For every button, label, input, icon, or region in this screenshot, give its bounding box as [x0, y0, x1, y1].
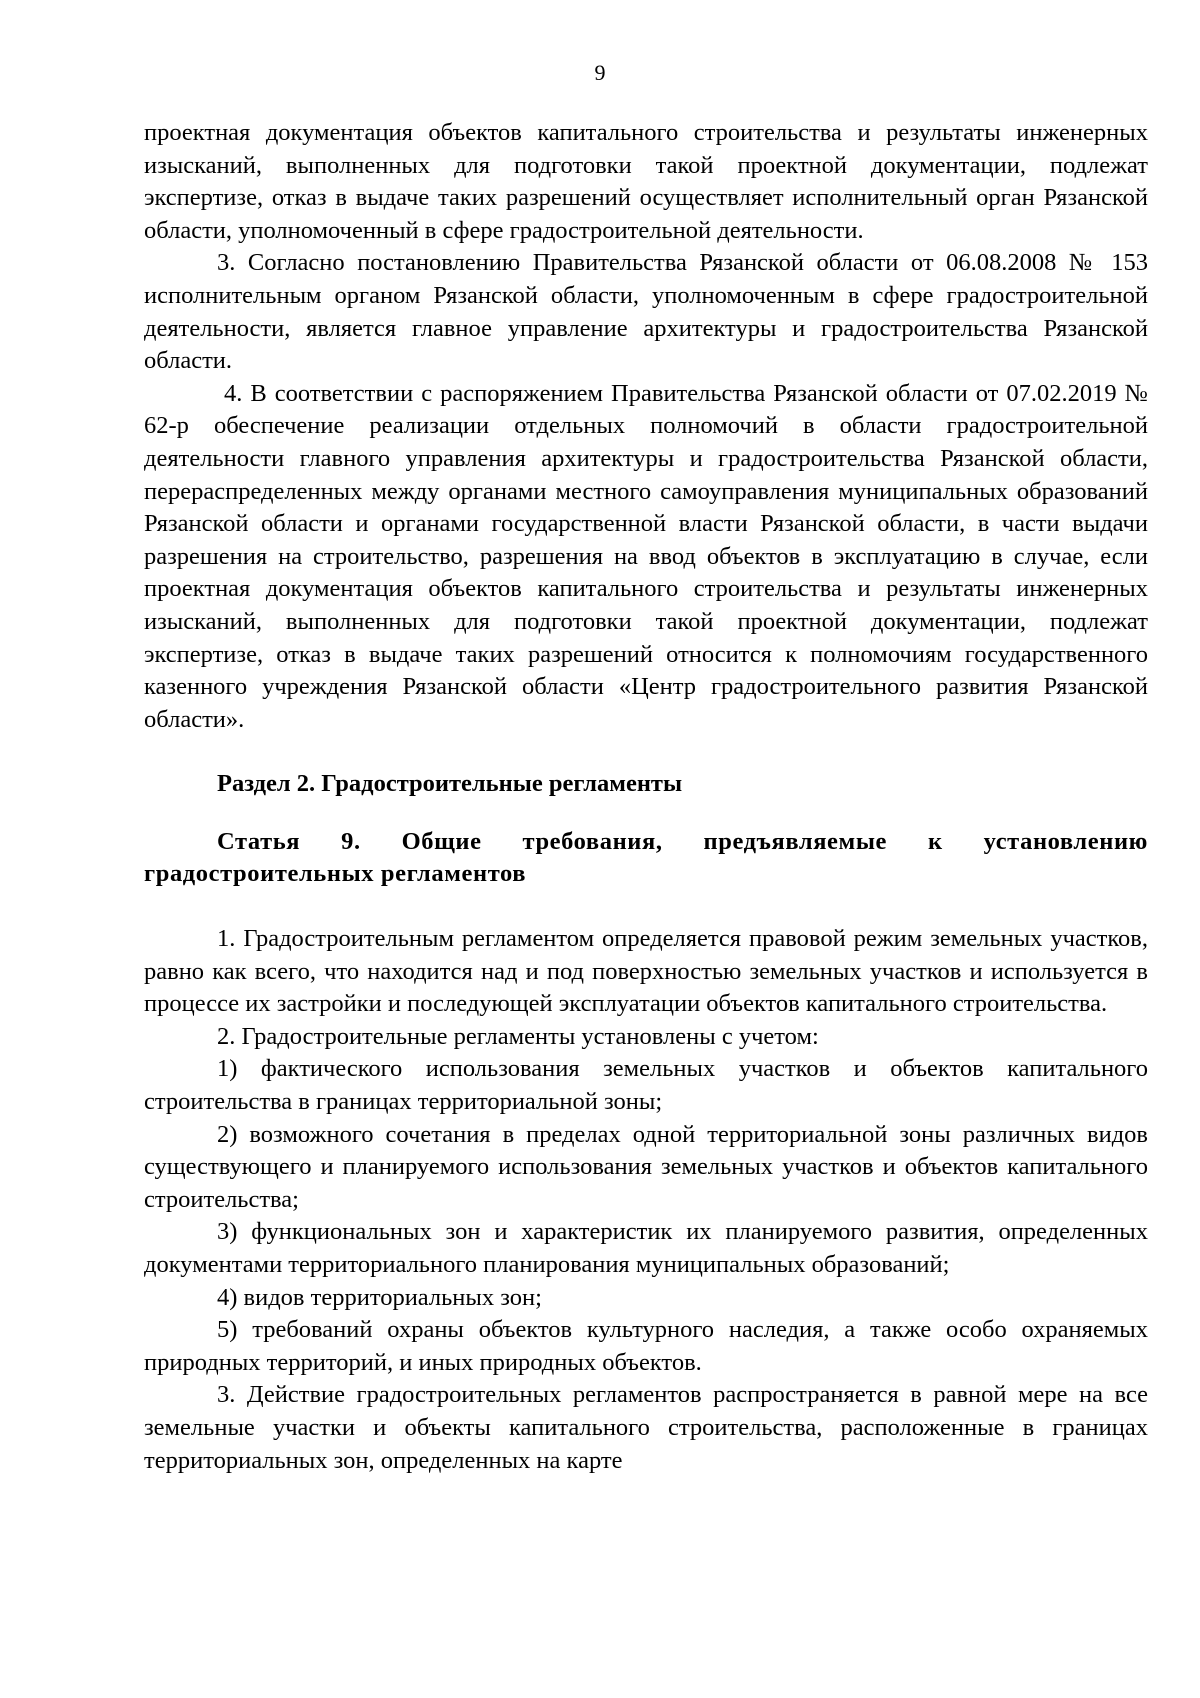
document-body	[144, 117, 1148, 1477]
page-number: 9	[594, 60, 606, 85]
article-heading: Статья 9. Общие требования, предъявляемые к установлению градостроительных регламентов	[144, 827, 1148, 888]
paragraph-item-4-order: 4. В соответствии с распоряжением Правительства Рязанской области от 07.02.2019 № 62-р обеспечение реализации отдельных полномочий в области градостроительной деятельности главного управления архитектуры и градостроительства Рязанской области, перераспределенных между органами местного самоуправления муниципальных образований Рязанской области и органами государственной власти Рязанской области, в части выдачи разрешения на строительство, разрешения на ввод объектов в эксплуатацию в случае, если проектная документация объектов капитального строительства и результаты инженерных изысканий, выполненных для подготовки такой проектной документации, подлежат экспертизе, отказ в выдаче таких разрешений относится к полномочиям государственного казенного учреждения Рязанской области «Центр градостроительного развития Рязанской области».	[144, 379, 1148, 733]
section-heading: Раздел 2. Градостроительные регламенты	[217, 770, 683, 798]
list-item-5: 5) требований охраны объектов культурного наследия, а также особо охраняемых природных территорий, и иных природных объектов.	[144, 1316, 1148, 1376]
paragraph-continuation: проектная документация объектов капитального строительства и результаты инженерных изысканий, выполненных для подготовки такой проектной документации, подлежат экспертизе, отказ в выдаче таких разрешений осуществляет исполнительный орган Рязанской области, уполномоченный в сфере градостроительной деятельности.	[144, 119, 1148, 244]
list-item-2: 2) возможного сочетания в пределах одной территориальной зоны различных видов существующего и планируемого использования земельных участков и объектов капитального строительства;	[144, 1120, 1148, 1213]
list-item-3: 3) функциональных зон и характеристик их планируемого развития, определенных документами территориального планирования муниципальных образований;	[144, 1218, 1148, 1278]
paragraph-item-3-resolution: 3. Согласно постановлению Правительства Рязанской области от 06.08.2008 № 153 исполнительным органом Рязанской области, уполномоченным в сфере градостроительной деятельности, является главное управление архитектуры и градостроительства Рязанской области.	[144, 249, 1148, 375]
paragraph-article-item-3: 3. Действие градостроительных регламентов распространяется в равной мере на все земельные участки и объекты капитального строительства, расположенные в границах территориальных зон, определенных на карте	[144, 1381, 1148, 1474]
list-item-1: 1) фактического использования земельных участков и объектов капитального строительства в границах территориальной зоны;	[144, 1055, 1148, 1116]
paragraph-article-item-2: 2. Градостроительные регламенты установлены с учетом:	[217, 1022, 819, 1050]
paragraph-article-item-1: 1. Градостроительным регламентом определяется правовой режим земельных участков, равно как всего, что находится над и под поверхностью земельных участков и используется в процессе их застройки и последующей эксплуатации объектов капитального строительства.	[144, 925, 1148, 1018]
list-item-4: 4) видов территориальных зон;	[217, 1283, 542, 1311]
